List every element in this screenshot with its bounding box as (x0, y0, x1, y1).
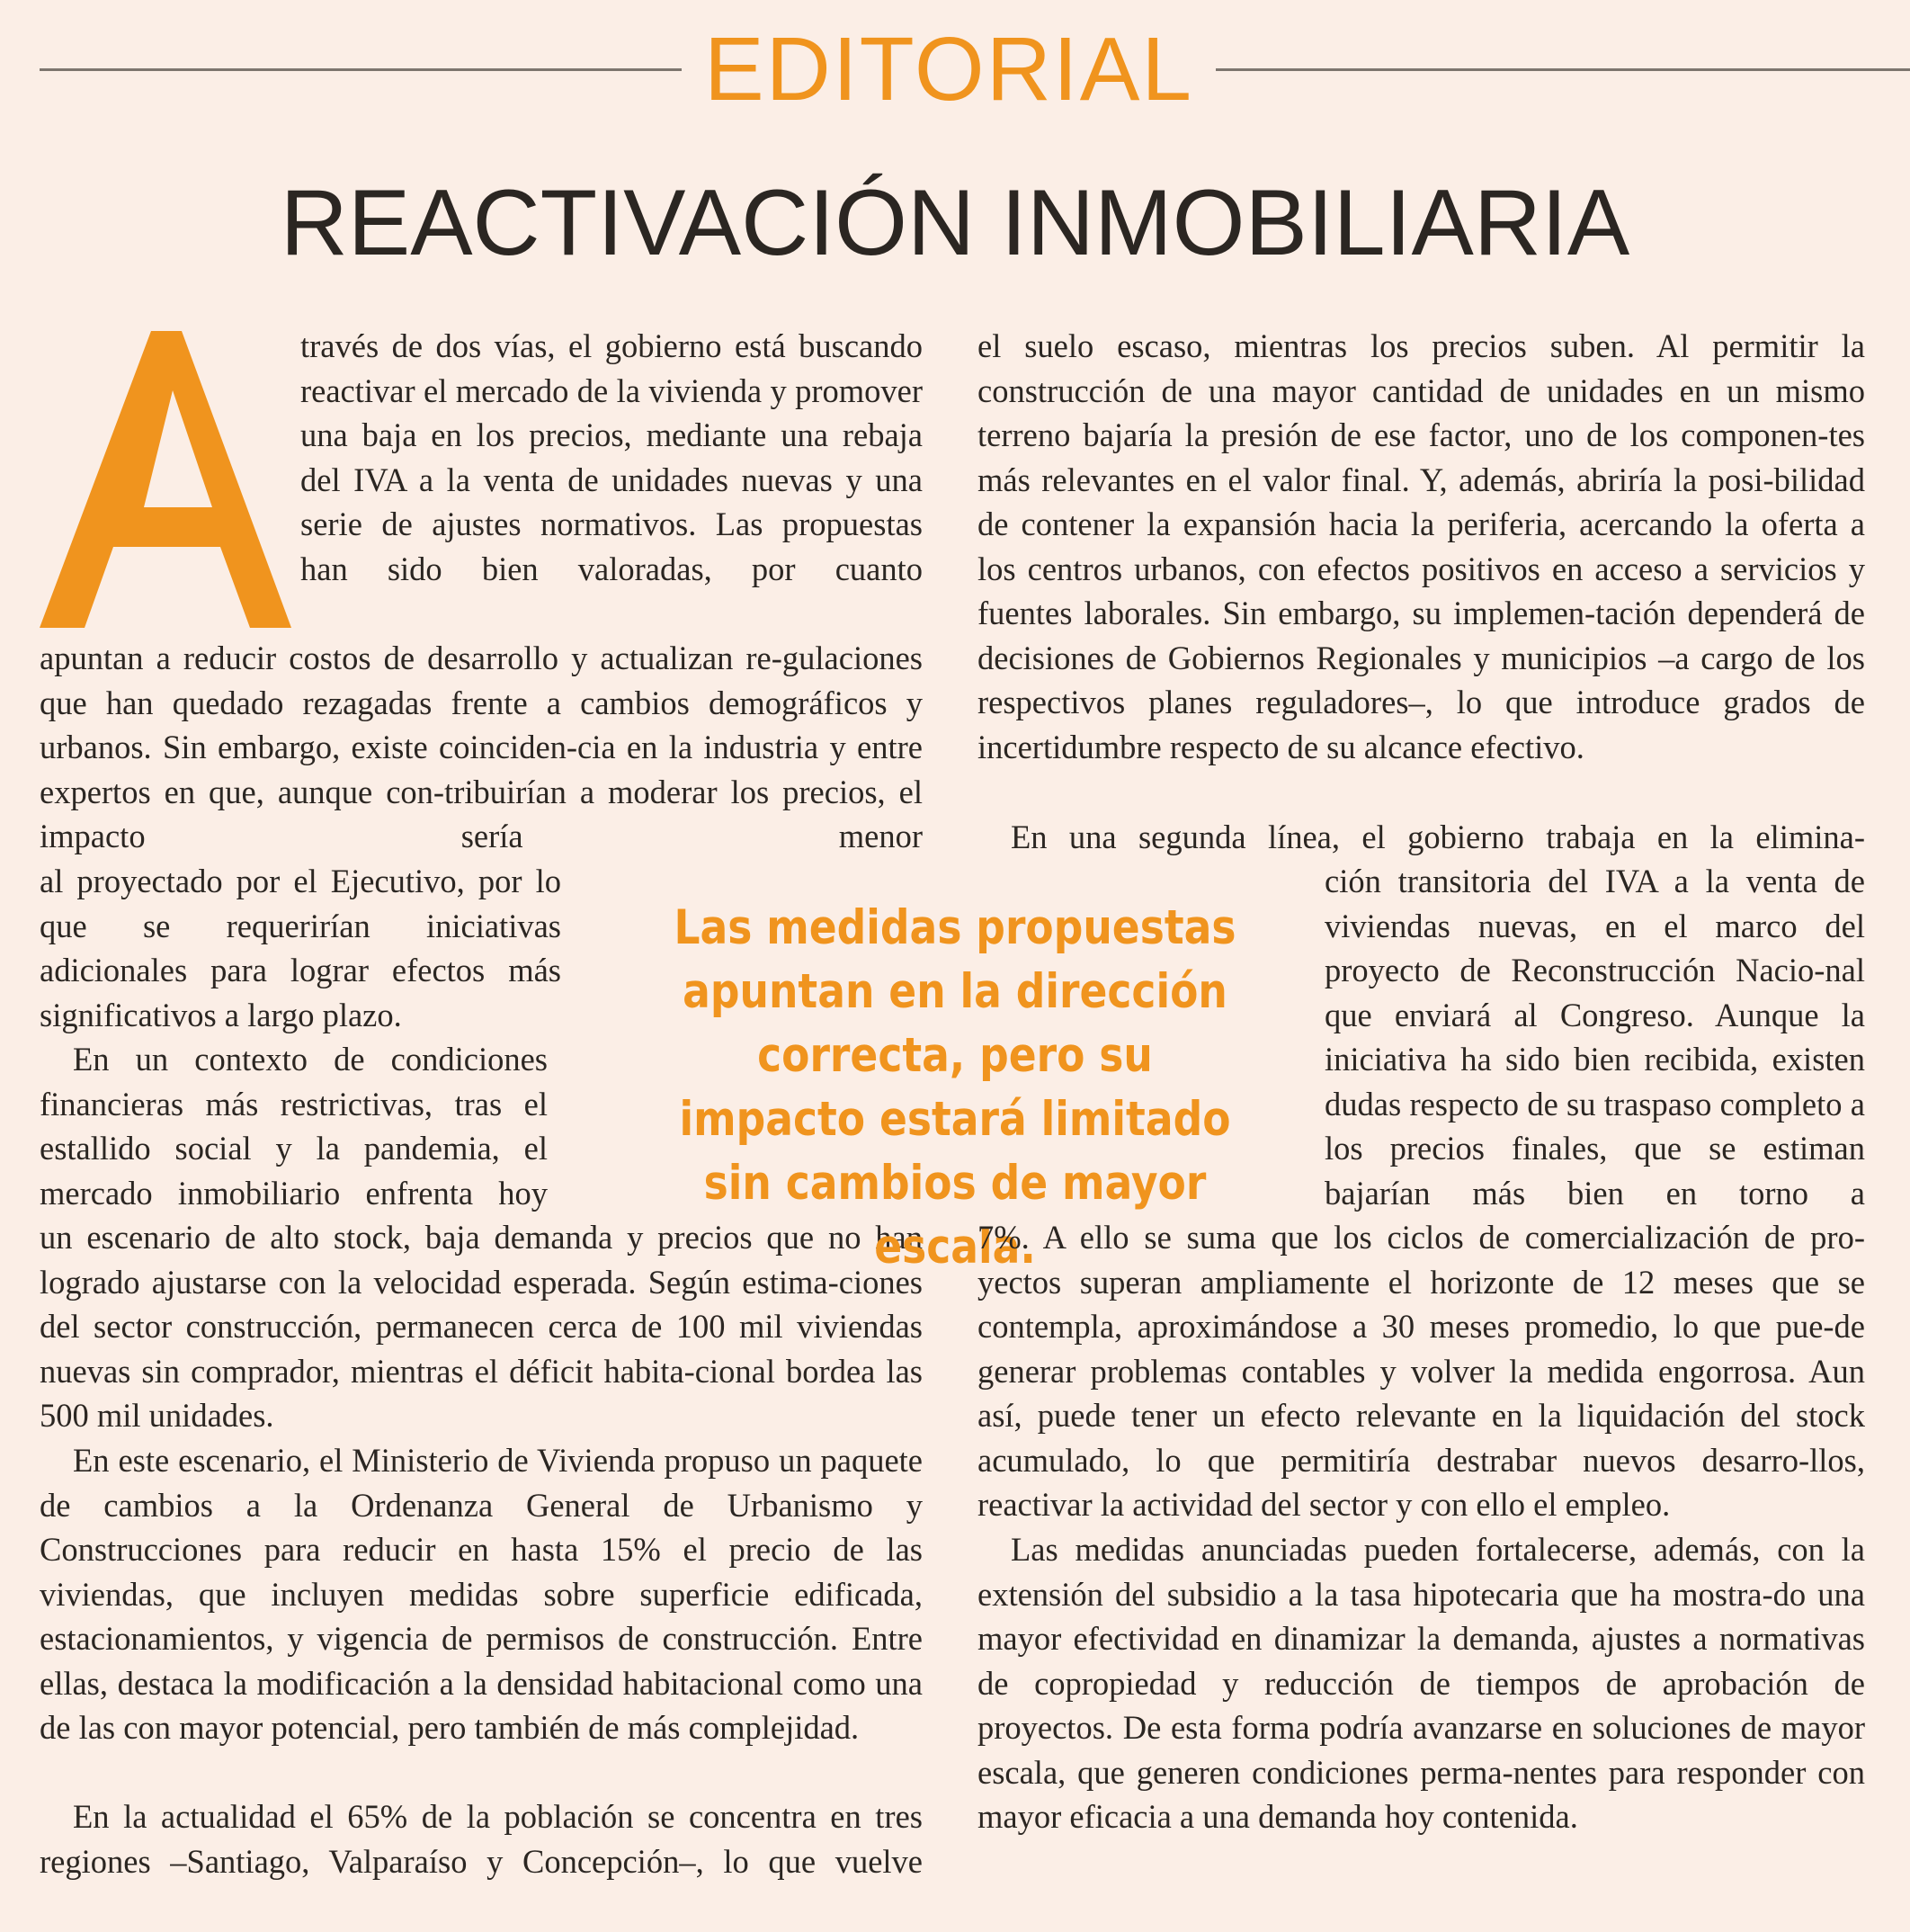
left-p2-narrow: En un contexto de condiciones financieras más restrictivas, tras el estallido social y la pandemia, el mercado inmobiliario enfrenta hoy (40, 1041, 548, 1212)
pull-quote: Las medidas propuestas apuntan en la dirección correcta, pero su impacto estará limitado sin cambios de mayor escala. (674, 900, 1236, 1275)
drop-cap-text: A (36, 322, 37, 323)
drop-cap-letter (40, 331, 291, 628)
drop-cap (36, 322, 297, 637)
section-label: EDITORIAL (703, 19, 1194, 120)
left-p4: En la actualidad el 65% de la población se concentra en tres regiones –Santiago, Valparaíso y Concepción–, lo que vuelve (40, 1798, 923, 1880)
left-p1-full: apuntan a reducir costos de desarrollo y actualizan re-gulaciones que han quedado rezagadas frente a cambios demográficos y urbanos. Sin embargo, existe coinciden-cia en la industria y entre expertos en que, aunque con-tribuirían a moderar los precios, el impacto sería menor (40, 640, 923, 854)
left-p3: En este escenario, el Ministerio de Vivienda propuso un paquete de cambios a la Ordenanza General de Urbanismo y Construcciones para reducir en hasta 15% el precio de las viviendas, que incluyen medidas sobre superficie edificada, estacionamientos, y vigencia de permisos de construcción. Entre ellas, destaca la modificación a la densidad habitacional como una de las con mayor potencial, pero también de más complejidad. (40, 1442, 923, 1746)
right-p5-first-line: En una segunda línea, el gobierno trabaja en la elimina- (1011, 818, 1865, 855)
left-p2-full: un escenario de alto stock, baja demanda y precios que no han logrado ajustarse con la velocidad esperada. Según estima-ciones del sector construcción, permanecen cerca de 100 mil viviendas nuevas sin comprador, mientras el déficit habita-cional bordea las 500 mil unidades. (40, 1219, 923, 1434)
left-p1-beside-cap: través de dos vías, el gobierno está buscando reactivar el mercado de la vivienda y promover una baja en los precios, mediante una rebaja del IVA a la venta de unidades nuevas y una serie de ajustes normativos. Las propuestas han sido bien valoradas, por cuanto (300, 327, 923, 587)
headline: REACTIVACIÓN INMOBILIARIA (280, 171, 1630, 275)
right-p5-narrow: ción transitoria del IVA a la venta de viviendas nuevas, en el marco del proyecto de Reconstrucción Nacio-nal que enviará al Congreso. Aunque la iniciativa ha sido bien recibida, existen dudas respecto de su traspaso completo a los precios finales, que se estiman bajarían más bien en torno a (1325, 863, 1865, 1212)
right-p6: Las medidas anunciadas pueden fortalecerse, además, con la extensión del subsidio a la tasa hipotecaria que ha mostra-do una mayor efectividad en dinamizar la demanda, ajustes a normativas de copropiedad y reducción de tiempos de aprobación de proyectos. De esta forma podría avanzarse en soluciones de mayor escala, que generen condiciones perma-nentes para responder con mayor eficacia a una demanda hoy contenida. (977, 1531, 1865, 1835)
section-rule-left (40, 68, 682, 71)
left-p1-narrow: al proyectado por el Ejecutivo, por lo que se requerirían iniciativas adicionales para lograr efectos más significativos a largo plazo. (40, 863, 561, 1033)
right-p4-continued: el suelo escaso, mientras los precios suben. Al permitir la construcción de una mayor cantidad de unidades en un mismo terreno bajaría la presión de ese factor, uno de los componen-tes más relevantes en el valor final. Y, además, abriría la posi-bilidad de contener la expansión hacia la periferia, acercando la oferta a los centros urbanos, con efectos positivos en acceso a servicios y fuentes laborales. Sin embargo, su implemen-tación dependerá de decisiones de Gobiernos Regionales y municipios –a cargo de los respectivos planes reguladores–, lo que introduce grados de incertidumbre respecto de su alcance efectivo. (977, 327, 1865, 765)
right-p5-full: 7%. A ello se suma que los ciclos de comercialización de pro-yectos superan ampliamente el horizonte de 12 meses que se contempla, aproximándose a 30 meses promedio, lo que pue-de generar problemas contables y volver la medida engorrosa. Aun así, puede tener un efecto relevante en la liquidación del stock acumulado, lo que permitiría destrabar nuevos desarro-llos, reactivar la actividad del sector y con ello el empleo. (977, 1219, 1865, 1523)
section-rule-right (1216, 68, 1910, 71)
